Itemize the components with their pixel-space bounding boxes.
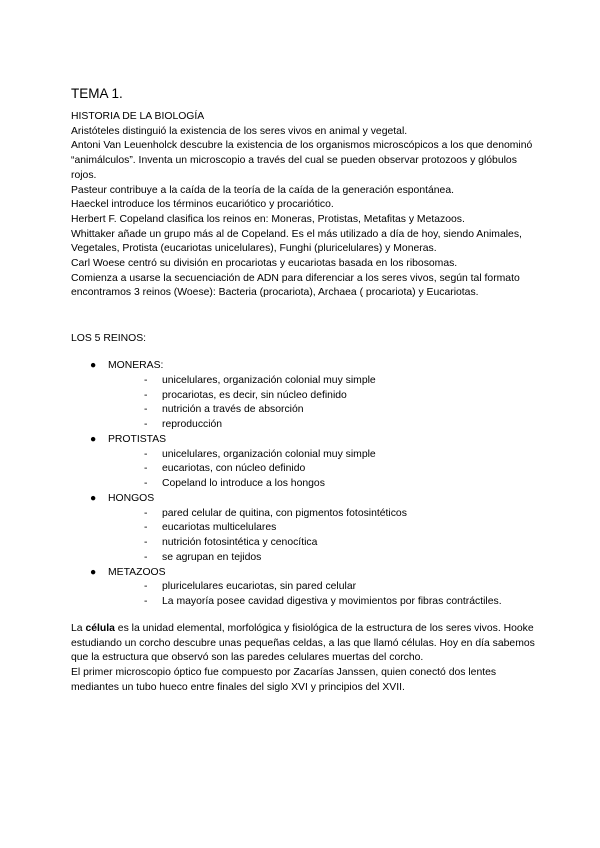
kingdom-item [90,492,550,566]
kingdom-name: PROTISTAS [108,433,167,445]
detail-text: pluricelulares eucariotas, sin pared celular [162,581,357,593]
celula-term: célula [85,623,115,634]
historia-paragraph: Carl Woese centró su división en procariotas y eucariotas basada en los ribosomas. [71,258,458,270]
detail-item [144,448,550,463]
detail-item [144,374,550,389]
celula-intro: La [71,623,86,634]
historia-paragraph: Herbert F. Copeland clasifica los reinos en: Moneras, Protistas, Metafitas y Metazoos. [71,213,465,225]
bullet-icon: ● [90,360,97,371]
dash-icon: - [144,389,148,401]
celula-paragraph [71,622,541,666]
dash-icon: - [144,404,148,416]
detail-item [144,580,550,595]
dash-icon: - [144,463,148,475]
celula-section [71,622,541,696]
historia-paragraph: Pasteur contribuye a la caída de la teoría de la caída de la generación espontánea. [71,184,454,196]
kingdom-item [90,359,550,433]
dash-icon: - [144,551,148,563]
detail-item [144,389,550,404]
dash-icon: - [144,419,148,430]
historia-paragraph: Antoni Van Leuenholck descubre la existencia de los organismos microscópicos a los que denominó “animálculos”. Inventa un microscopio a través del cual se pueden observar protozoos y glóbulos rojos. [71,140,533,181]
historia-paragraph: Aristóteles distinguió la existencia de los seres vivos en animal y vegetal. [71,125,408,137]
detail-text: pared celular de quitina, con pigmentos fotosintéticos [162,507,407,519]
dash-icon: - [144,374,148,386]
kingdom-details [108,580,550,610]
kingdom-details [108,448,550,492]
dash-icon: - [144,507,148,519]
detail-item [144,595,550,610]
detail-text: se agrupan en tejidos [162,551,262,563]
page-title: TEMA 1. [71,86,123,101]
detail-text: nutrición a través de absorción [162,404,304,416]
detail-text: Copeland lo introduce a los hongos [162,478,325,489]
kingdom-list [90,359,550,610]
detail-item [144,521,550,536]
dash-icon: - [144,522,148,534]
dash-icon: - [144,581,148,593]
detail-text: eucariotas multicelulares [162,522,277,534]
bullet-icon: ● [90,566,97,578]
historia-paragraph: Whittaker añade un grupo más al de Copeland. Es el más utilizado a día de hoy, siendo Animales, Vegetales, Protista (eucariotas unicelulares), Funghi (pluricelulares) y Moneras. [71,228,522,255]
dash-icon: - [144,596,148,607]
detail-text: unicelulares, organización colonial muy simple [162,448,376,460]
historia-paragraph: Haeckel introduce los términos eucariótico y procariótico. [71,199,334,211]
kingdom-name: MONERAS: [108,360,164,371]
kingdom-name: METAZOOS [108,566,166,578]
reinos-heading: LOS 5 REINOS: [71,333,147,344]
kingdom-item [90,433,550,492]
detail-item [144,477,550,492]
detail-text: nutrición fotosintética y cenocítica [162,537,318,548]
detail-text: reproducción [162,419,223,430]
bullet-icon: ● [90,492,97,504]
kingdom-item [90,566,550,610]
detail-item [144,536,550,551]
bullet-icon: ● [90,433,97,445]
detail-text: La mayoría posee cavidad digestiva y movimientos por fibras contráctiles. [162,596,502,607]
celula-text: es la unidad elemental, morfológica y fisiológica de la estructura de los seres vivos. Hooke estudiando un corcho descubre unas pequeñas celdas, a las que llamó células. Hoy en día sabemos que la estructura que observó son las paredes celulares muertas del corcho. [71,623,535,664]
detail-text: eucariotas, con núcleo definido [162,463,306,475]
detail-item [144,507,550,522]
detail-text: procariotas, es decir, sin núcleo definido [162,389,347,401]
historia-section [71,110,541,301]
detail-item [144,462,550,477]
detail-text: unicelulares, organización colonial muy simple [162,374,376,386]
kingdom-details [108,507,550,566]
historia-heading: HISTORIA DE LA BIOLOGÍA [71,111,205,122]
kingdom-name: HONGOS [108,492,155,504]
dash-icon: - [144,537,148,548]
detail-item [144,418,550,433]
microscopio-paragraph: El primer microscopio óptico fue compuesto por Zacarías Janssen, quien conectó dos lentes mediantes un tubo hueco entre finales del siglo XVI y principios del XVII. [71,667,497,693]
dash-icon: - [144,478,148,489]
detail-item [144,403,550,418]
historia-paragraph: Comienza a usarse la secuenciación de ADN para diferenciar a los seres vivos, según tal formato encontramos 3 reinos (Woese): Bacteria (procariota), Archaea ( procariota) y Eucariotas. [71,272,520,299]
dash-icon: - [144,448,148,460]
kingdom-details [108,374,550,433]
detail-item [144,551,550,566]
